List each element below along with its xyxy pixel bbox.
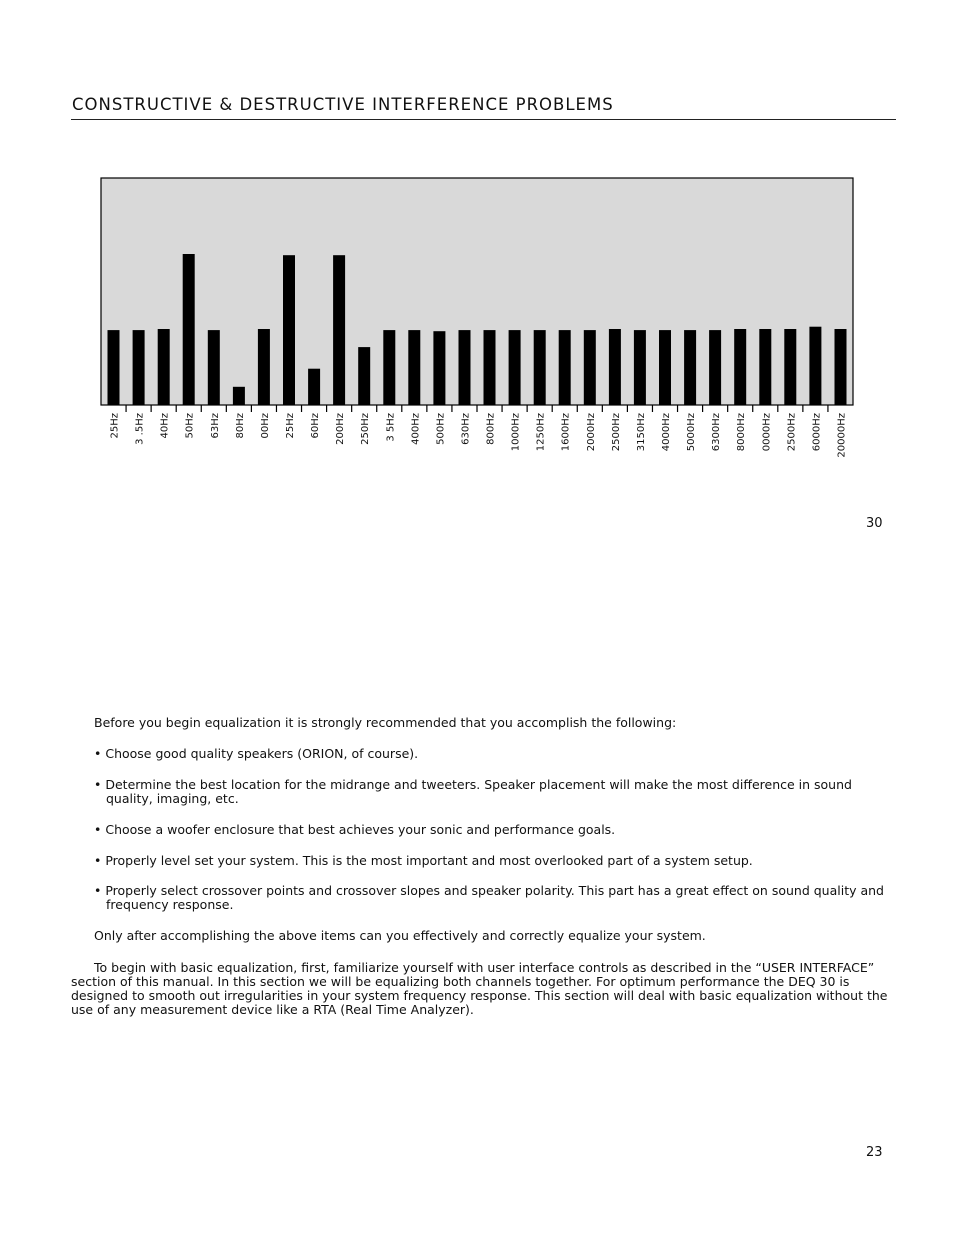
bar xyxy=(634,330,646,405)
bullet-text: • Choose a woofer enclosure that best achieves your sonic and performance goals. xyxy=(94,822,616,837)
bullet-2 xyxy=(71,778,897,806)
bar xyxy=(559,330,571,405)
after-bullets-paragraph xyxy=(71,929,897,943)
bar xyxy=(684,330,696,405)
closing-text: To begin with basic equalization, first, familiarize yourself with user interface controls as described in the “USER INTERFACE” section of this manual. In this section we will be equalizing both channels together. For optimum performance the DEQ 30 is designed to smooth out irregularities in your system frequency response. This section will deal with basic equalization without the use of any measurement device like a RTA (Real Time Analyzer). xyxy=(71,960,888,1017)
bar xyxy=(183,254,195,405)
bullet-text: • Properly level set your system. This is the most important and most overlooked part of a system setup. xyxy=(94,853,753,868)
bullet-5 xyxy=(71,884,897,912)
x-tick-label: 25Hz xyxy=(285,413,296,439)
x-tick-label: 400Hz xyxy=(410,413,422,445)
frequency-response-chart xyxy=(0,0,954,480)
bar xyxy=(759,329,771,405)
x-tick-label: 3 .5Hz xyxy=(134,413,146,445)
x-tick-label: 1000Hz xyxy=(510,413,522,452)
bullet-3 xyxy=(71,823,897,837)
bar xyxy=(408,330,420,405)
bar xyxy=(784,329,796,405)
bar xyxy=(709,330,721,405)
bar xyxy=(609,329,621,405)
bar xyxy=(383,330,395,405)
x-tick-label: 25Hz xyxy=(109,413,121,439)
x-tick-label: 1600Hz xyxy=(560,413,572,452)
x-tick-label: 0000Hz xyxy=(761,413,773,452)
x-tick-label: 2000Hz xyxy=(585,413,597,452)
x-tick-label: 3 5Hz xyxy=(385,413,397,442)
bar xyxy=(584,330,596,405)
x-tick-label: 4000Hz xyxy=(661,413,672,452)
bar xyxy=(333,255,345,405)
x-tick-label: 2500Hz xyxy=(610,413,622,452)
bar xyxy=(133,330,145,405)
bar xyxy=(158,329,170,405)
x-tick-label: 20000Hz xyxy=(836,413,848,458)
x-tick-label: 60Hz xyxy=(310,413,322,439)
bar xyxy=(734,329,746,405)
bullet-text: • Properly select crossover points and crossover slopes and speaker polarity. This part has a great effect on sound quality and frequency response. xyxy=(94,883,884,912)
x-tick-label: 630Hz xyxy=(460,413,472,445)
bar xyxy=(534,330,546,405)
x-tick-label: 2500Hz xyxy=(786,413,798,452)
page-title: CONSTRUCTIVE & DESTRUCTIVE INTERFERENCE PROBLEMS xyxy=(72,95,614,114)
bar xyxy=(308,369,320,405)
x-tick-label: 63Hz xyxy=(209,413,221,439)
x-tick-label: 5000Hz xyxy=(686,413,698,452)
x-tick-label: 250Hz xyxy=(360,413,372,445)
x-tick-label: 500Hz xyxy=(435,413,447,445)
x-tick-label: 6000Hz xyxy=(811,413,823,452)
x-tick-label: 8000Hz xyxy=(736,413,748,452)
bullet-text: • Determine the best location for the midrange and tweeters. Speaker placement will make the most difference in sound quality, imaging, etc. xyxy=(94,777,852,806)
x-tick-label: 00Hz xyxy=(259,413,271,439)
x-tick-label: 800Hz xyxy=(485,413,497,445)
page-number: 23 xyxy=(866,1145,883,1160)
x-tick-label: 3150Hz xyxy=(635,413,647,452)
bullet-1 xyxy=(71,747,897,761)
x-tick-label: 6300Hz xyxy=(711,413,723,452)
bar xyxy=(835,329,847,405)
x-tick-label: 80Hz xyxy=(234,413,246,439)
intro-paragraph xyxy=(71,716,897,730)
bar xyxy=(433,331,445,405)
bar xyxy=(233,387,245,405)
bar xyxy=(258,329,270,405)
bullet-text: • Choose good quality speakers (ORION, of course). xyxy=(94,746,419,761)
bar xyxy=(108,330,120,405)
closing-paragraph xyxy=(71,961,897,1017)
bar xyxy=(283,255,295,405)
x-tick-label: 40Hz xyxy=(159,413,171,439)
bar xyxy=(459,330,471,405)
bar xyxy=(659,330,671,405)
bar xyxy=(484,330,496,405)
x-tick-label: 1250Hz xyxy=(535,413,547,452)
bullet-4 xyxy=(71,854,897,868)
bar xyxy=(358,347,370,405)
bar xyxy=(509,330,521,405)
x-tick-label: 200Hz xyxy=(335,413,347,445)
intro-text: Before you begin equalization it is strongly recommended that you accomplish the following: xyxy=(94,715,677,730)
after-bullets-text: Only after accomplishing the above items can you effectively and correctly equalize your system. xyxy=(94,928,706,943)
figure-number: 30 xyxy=(866,516,883,531)
bar xyxy=(208,330,220,405)
bar xyxy=(809,327,821,405)
x-tick-label: 50Hz xyxy=(184,413,196,439)
